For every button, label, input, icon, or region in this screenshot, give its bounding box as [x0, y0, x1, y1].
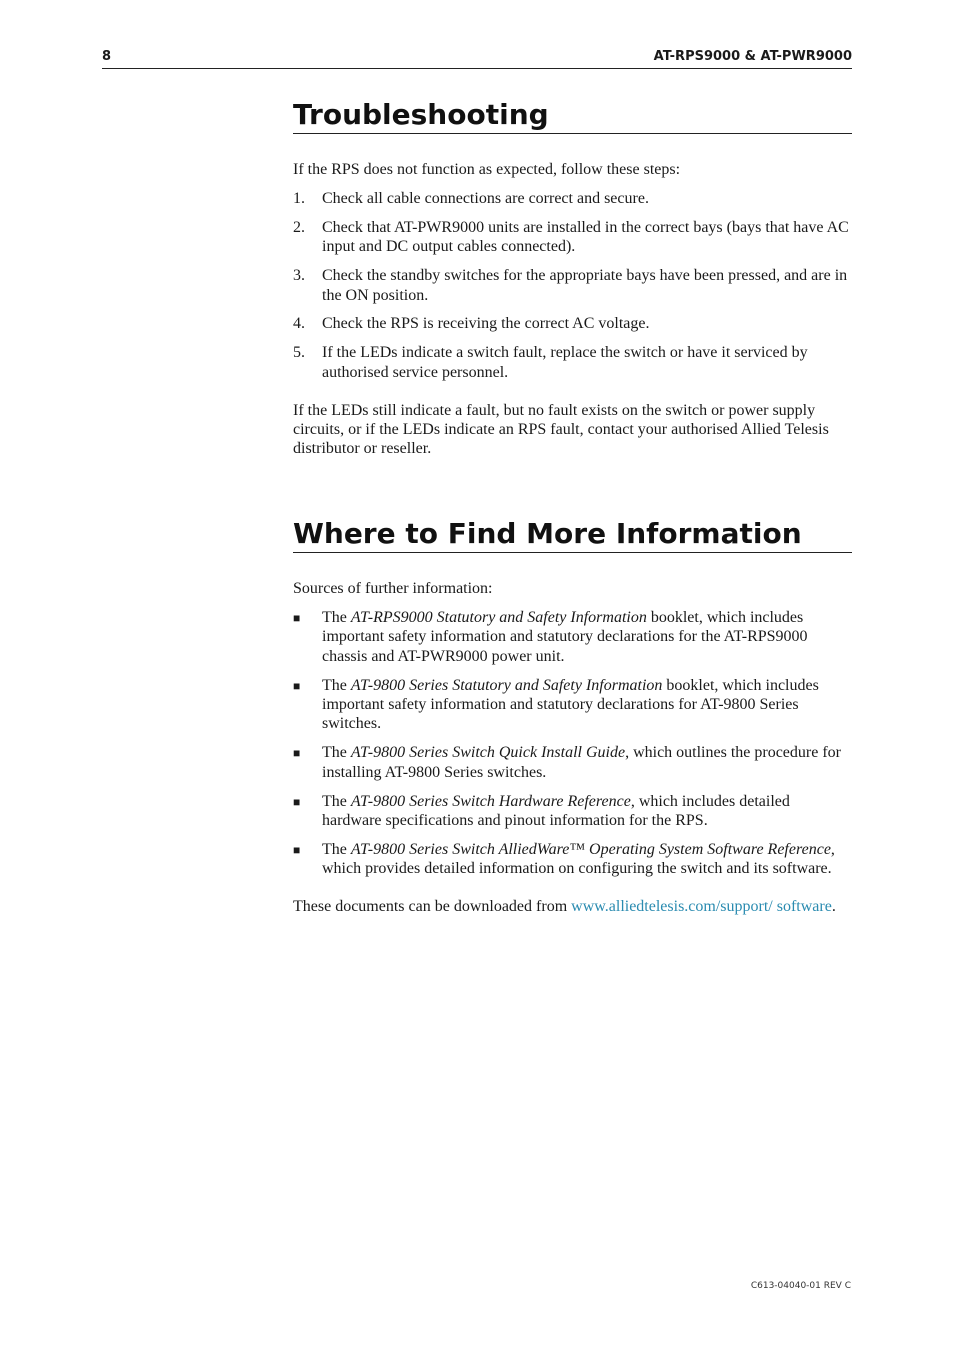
list-item	[293, 743, 852, 782]
bullet-icon: ■	[293, 746, 301, 761]
step-number: 1.	[293, 189, 305, 207]
info-sources-list	[293, 608, 852, 879]
step-item	[293, 218, 852, 257]
bullet-icon: ■	[293, 842, 301, 857]
step-number: 5.	[293, 344, 305, 362]
item-pre: The	[322, 744, 351, 762]
step-text: If the LEDs indicate a switch fault, replace the switch or have it serviced by authorised service personnel.	[322, 344, 808, 381]
step-text: Check that AT-PWR9000 units are installed in the correct bays (bays that have AC input and DC output cables connected).	[322, 218, 849, 256]
page-header	[102, 48, 852, 69]
more-info-heading: Where to Find More Information	[293, 517, 852, 553]
document-title-ref: AT-9800 Series Switch Quick Install Guide	[350, 744, 626, 762]
page-number: 8	[102, 49, 112, 64]
step-text: Check the standby switches for the appropriate bays have been pressed, and are in the ON position.	[322, 267, 848, 304]
download-paragraph	[293, 897, 852, 916]
support-link[interactable]: www.alliedtelesis.com/support/ software	[571, 898, 832, 916]
document-title: AT-RPS9000 & AT-PWR9000	[653, 49, 852, 64]
troubleshooting-steps	[293, 189, 852, 382]
item-post: , which outlines the procedure for installing AT-9800 Series switches.	[322, 744, 841, 781]
item-pre: The	[322, 840, 351, 858]
bullet-icon: ■	[293, 794, 301, 809]
troubleshooting-intro: If the RPS does not function as expected, follow these steps:	[293, 161, 681, 178]
document-code: C613-04040-01 REV C	[750, 1281, 851, 1291]
item-post: , which includes detailed hardware specifications and pinout information for the RPS.	[322, 792, 790, 830]
item-pre: The	[322, 608, 351, 626]
step-item	[293, 343, 852, 382]
step-item	[293, 266, 852, 305]
step-item	[293, 189, 852, 208]
bullet-icon: ■	[293, 678, 301, 693]
document-title-ref: AT-RPS9000 Statutory and Safety Information	[350, 608, 647, 626]
bullet-icon: ■	[293, 610, 301, 625]
document-title-ref: AT-9800 Series Switch AlliedWare™ Operating System Software Reference	[350, 840, 831, 858]
item-post: , which provides detailed information on configuring the switch and its software.	[322, 840, 835, 878]
step-number: 2.	[293, 218, 305, 236]
item-pre: The	[322, 792, 351, 810]
download-end: .	[831, 898, 836, 916]
more-info-intro: Sources of further information:	[293, 580, 493, 597]
item-post: booklet, which includes important safety information and statutory declarations for the AT-RPS9000 chassis and AT-PWR9000 power unit.	[322, 608, 808, 665]
more-info-section	[293, 517, 852, 917]
step-number: 4.	[293, 315, 305, 333]
list-item	[293, 608, 852, 666]
list-item	[293, 792, 852, 831]
item-pre: The	[322, 676, 351, 694]
item-post: booklet, which includes important safety information and statutory declarations for AT-9800 Series switches.	[322, 676, 819, 733]
step-number: 3.	[293, 267, 305, 285]
list-item	[293, 840, 852, 879]
document-title-ref: AT-9800 Series Statutory and Safety Information	[350, 676, 663, 694]
step-text: Check the RPS is receiving the correct AC voltage.	[322, 315, 650, 333]
troubleshooting-closing: If the LEDs still indicate a fault, but no fault exists on the switch or power supply circuits, or if the LEDs indicate an RPS fault, contact your authorised Allied Telesis distributor or reseller.	[293, 401, 829, 458]
download-text: These documents can be downloaded from	[293, 898, 572, 916]
troubleshooting-heading: Troubleshooting	[293, 98, 852, 134]
step-text: Check all cable connections are correct and secure.	[322, 189, 649, 207]
document-title-ref: AT-9800 Series Switch Hardware Reference	[350, 792, 631, 810]
step-item	[293, 314, 852, 333]
troubleshooting-section	[293, 98, 852, 459]
list-item	[293, 676, 852, 734]
